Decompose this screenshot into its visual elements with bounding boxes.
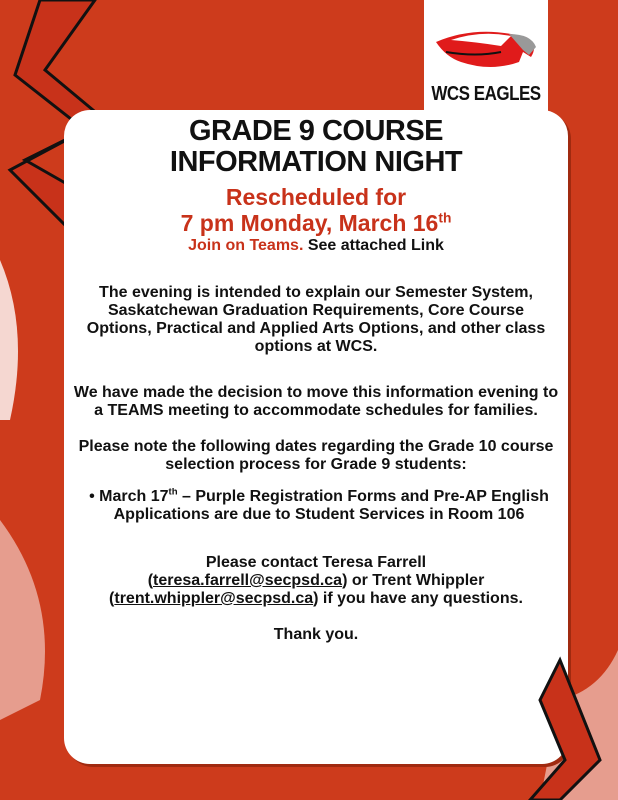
contact-paragraph [64,554,568,608]
teams-info [64,236,568,256]
bullet-date-suffix: th [168,486,178,498]
paragraph-teams: We have made the decision to move this information evening to a TEAMS meeting to accommodate schedules for families. [73,384,559,419]
email-link-trent[interactable]: trent.whippler@secpsd.ca [114,590,314,607]
logo-text: WCS EAGLES [431,82,541,105]
reschedule-date: 7 pm Monday, March 16 [180,210,439,236]
thanks-text: Thank you. [273,626,359,643]
page-title [64,116,568,178]
list-item: • March 17th – Purple Registration Forms and Pre-AP English Applications are due to Student Services in Room 106 [89,486,549,523]
join-teams: Join on Teams. [188,237,304,254]
date-suffix: th [438,210,452,226]
flyer-content [64,116,568,644]
reschedule-line-1: Rescheduled for [225,184,407,210]
title-line-2: INFORMATION NIGHT [169,146,463,178]
reschedule-line-2 [64,210,568,236]
bullet-date: March 17 [99,488,169,505]
school-logo [424,0,548,112]
attached-link-note: See attached Link [303,237,444,254]
contact-text-3: ) if you have any questions. [313,590,523,607]
paragraph-dates: Please note the following dates regarding the Grade 10 course selection process for Grade 9 students: [78,438,554,473]
email-link-teresa[interactable]: teresa.farrell@secpsd.ca [153,572,343,589]
paragraph-intro: The evening is intended to explain our Semester System, Saskatchewan Graduation Requirements, Core Course Options, Practical and Applied Arts Options, and other class options at WCS. [86,284,546,355]
title-line-1: GRADE 9 COURSE [188,115,444,147]
bullet-text: – Purple Registration Forms and Pre-AP English Applications are due to Student Services in Room 106 [113,488,549,523]
contact-text: Please contact Teresa Farrell ( [147,554,427,589]
eagle-icon [431,22,541,82]
contact-text-2: ) or Trent Whippler ( [109,572,485,607]
reschedule-notice [64,184,568,236]
